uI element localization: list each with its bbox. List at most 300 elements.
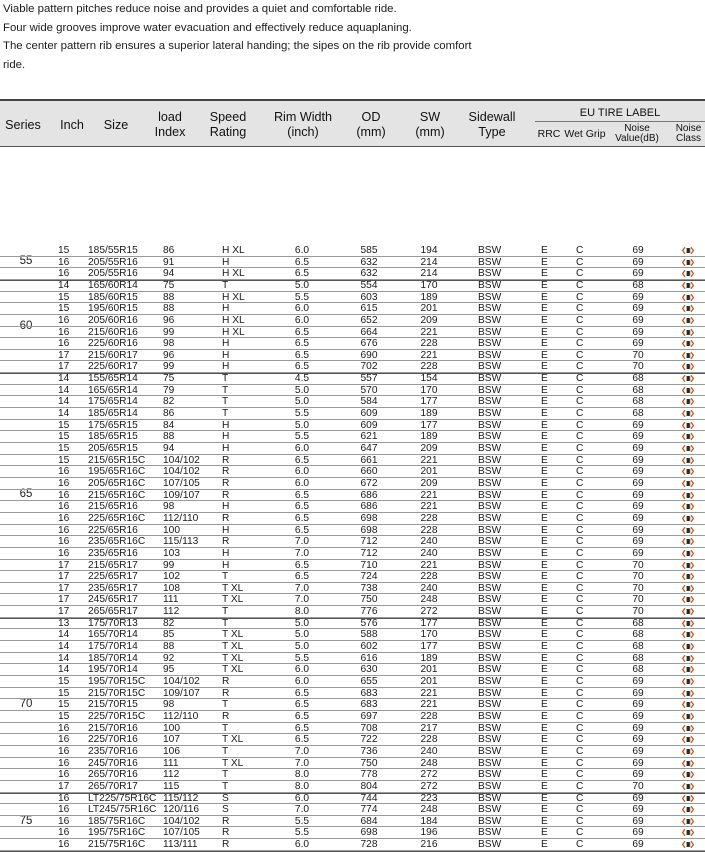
series-group — [0, 245, 705, 281]
od-cell: 778 — [360, 769, 378, 781]
inch-cell: 14 — [58, 664, 70, 676]
noise-class-icon — [681, 630, 695, 639]
speed-rating-cell: T — [222, 699, 229, 711]
rrc-cell: E — [541, 501, 548, 513]
speed-rating-cell: H — [222, 349, 230, 361]
rrc-cell: E — [541, 699, 548, 711]
load-index-cell: 75 — [163, 279, 175, 291]
od-cell: 621 — [360, 431, 378, 443]
noise-value-cell: 70 — [632, 559, 644, 571]
od-cell: 570 — [360, 384, 378, 396]
table-row — [0, 606, 705, 618]
speed-rating-cell: R — [222, 687, 230, 699]
inch-cell: 15 — [58, 676, 70, 688]
load-index-cell: 94 — [163, 443, 175, 455]
noise-value-cell: 69 — [632, 268, 644, 280]
rim-width-cell: 6.5 — [294, 687, 310, 699]
inch-cell: 15 — [58, 431, 70, 443]
sw-cell: 221 — [420, 349, 438, 361]
sw-cell: 228 — [420, 512, 438, 524]
table-row — [0, 734, 705, 746]
inch-cell: 14 — [58, 629, 70, 641]
wet-grip-cell: C — [576, 745, 584, 757]
inch-cell: 16 — [58, 524, 70, 536]
sidewall-cell: BSW — [478, 373, 502, 385]
noise-class-icon — [681, 293, 695, 302]
inch-cell: 15 — [58, 419, 70, 431]
sidewall-cell: BSW — [478, 769, 502, 781]
sidewall-cell: BSW — [478, 804, 502, 816]
sw-cell: 184 — [420, 815, 438, 827]
speed-rating-cell: R — [222, 454, 230, 466]
rim-width-cell: 6.5 — [294, 559, 310, 571]
wet-grip-cell: C — [576, 676, 584, 688]
rim-width-cell: 7.0 — [294, 547, 310, 559]
od-cell: 698 — [360, 827, 378, 839]
header-sw: SW (mm) — [415, 110, 445, 139]
noise-value-cell: 69 — [632, 454, 644, 466]
series-cell: 75 — [19, 814, 33, 827]
load-index-cell: 92 — [163, 652, 175, 664]
inch-cell: 15 — [58, 303, 70, 315]
sidewall-cell: BSW — [478, 617, 502, 629]
inch-cell: 17 — [58, 559, 70, 571]
table-row — [0, 699, 705, 711]
sw-cell: 209 — [420, 477, 438, 489]
speed-rating-cell: H XL — [222, 314, 245, 326]
sidewall-cell: BSW — [478, 839, 502, 851]
od-cell: 632 — [360, 268, 378, 280]
rim-width-cell: 5.5 — [294, 652, 310, 664]
rrc-cell: E — [541, 815, 548, 827]
header-series: Series — [5, 118, 41, 132]
speed-rating-cell: H XL — [222, 326, 245, 338]
noise-class-icon — [681, 328, 695, 337]
sidewall-cell: BSW — [478, 361, 502, 373]
noise-value-cell: 69 — [632, 419, 644, 431]
noise-class-icon — [681, 817, 695, 826]
noise-class-icon — [681, 561, 695, 570]
series-cell: 60 — [19, 319, 33, 332]
speed-rating-cell: H — [222, 361, 230, 373]
size-cell: 235/65R17 — [88, 582, 138, 594]
table-row — [0, 536, 705, 548]
rrc-cell: E — [541, 687, 548, 699]
speed-rating-cell: S — [222, 804, 229, 816]
load-index-cell: 98 — [163, 501, 175, 513]
table-row — [0, 280, 705, 292]
od-cell: 702 — [360, 361, 378, 373]
size-cell: 165/70R14 — [88, 629, 138, 641]
table-row — [0, 408, 705, 420]
wet-grip-cell: C — [576, 303, 584, 315]
noise-value-cell: 69 — [632, 326, 644, 338]
size-cell: 185/75R16C — [88, 815, 146, 827]
size-cell: 175/70R14 — [88, 641, 138, 653]
load-index-cell: 94 — [163, 268, 175, 280]
sw-cell: 216 — [420, 839, 438, 851]
table-row — [0, 827, 705, 839]
inch-cell: 16 — [58, 734, 70, 746]
rim-width-cell: 7.0 — [294, 804, 310, 816]
size-cell: 225/65R17 — [88, 571, 138, 583]
sidewall-cell: BSW — [478, 489, 502, 501]
wet-grip-cell: C — [576, 326, 584, 338]
sw-cell: 201 — [420, 676, 438, 688]
speed-rating-cell: H — [222, 443, 230, 455]
wet-grip-cell: C — [576, 361, 584, 373]
table-row — [0, 455, 705, 467]
od-cell: 588 — [360, 629, 378, 641]
size-cell: 195/70R14 — [88, 664, 138, 676]
inch-cell: 14 — [58, 408, 70, 420]
rrc-cell: E — [541, 431, 548, 443]
wet-grip-cell: C — [576, 396, 584, 408]
header-od: OD (mm) — [356, 110, 386, 139]
table-row — [0, 268, 705, 280]
noise-class-icon — [681, 794, 695, 803]
size-cell: 265/65R17 — [88, 606, 138, 618]
size-cell: 225/70R15C — [88, 710, 146, 722]
sw-cell: 272 — [420, 606, 438, 618]
wet-grip-cell: C — [576, 408, 584, 420]
size-cell: 185/55R15 — [88, 245, 138, 256]
rim-width-cell: 6.5 — [294, 699, 310, 711]
sidewall-cell: BSW — [478, 408, 502, 420]
header-inch: Inch — [60, 118, 84, 132]
inch-cell: 16 — [58, 466, 70, 478]
rrc-cell: E — [541, 477, 548, 489]
wet-grip-cell: C — [576, 256, 584, 268]
sw-cell: 209 — [420, 443, 438, 455]
sidewall-cell: BSW — [478, 547, 502, 559]
load-index-cell: 111 — [163, 594, 179, 606]
table-row — [0, 571, 705, 583]
size-cell: 195/70R15C — [88, 676, 146, 688]
rrc-cell: E — [541, 489, 548, 501]
rrc-cell: E — [541, 582, 548, 594]
table-row — [0, 676, 705, 688]
header-speed: Speed Rating — [209, 110, 247, 139]
wet-grip-cell: C — [576, 314, 584, 326]
speed-rating-cell: T — [222, 396, 229, 408]
noise-class-icon — [681, 258, 695, 267]
noise-class-icon — [681, 491, 695, 500]
wet-grip-cell: C — [576, 443, 584, 455]
size-cell: 215/70R16 — [88, 722, 138, 734]
rim-width-cell: 6.0 — [294, 792, 310, 804]
speed-rating-cell: R — [222, 815, 230, 827]
load-index-cell: 75 — [163, 373, 175, 385]
load-index-cell: 85 — [163, 629, 175, 641]
noise-value-cell: 69 — [632, 466, 644, 478]
rrc-cell: E — [541, 536, 548, 548]
noise-value-cell: 69 — [632, 431, 644, 443]
wet-grip-cell: C — [576, 582, 584, 594]
table-row — [0, 688, 705, 700]
rim-width-cell: 6.5 — [294, 349, 310, 361]
rim-width-cell: 8.0 — [294, 606, 310, 618]
sidewall-cell: BSW — [478, 710, 502, 722]
speed-rating-cell: H — [222, 338, 230, 350]
rim-width-cell: 6.5 — [294, 338, 310, 350]
rim-width-cell: 6.0 — [294, 477, 310, 489]
inch-cell: 14 — [58, 652, 70, 664]
sidewall-cell: BSW — [478, 722, 502, 734]
inch-cell: 16 — [58, 489, 70, 501]
speed-rating-cell: T XL — [222, 641, 244, 653]
sidewall-cell: BSW — [478, 245, 502, 256]
table-row — [0, 793, 705, 805]
rrc-cell: E — [541, 338, 548, 350]
sidewall-cell: BSW — [478, 571, 502, 583]
rrc-cell: E — [541, 349, 548, 361]
table-row — [0, 350, 705, 362]
speed-rating-cell: T XL — [222, 582, 244, 594]
table-row — [0, 420, 705, 432]
sw-cell: 228 — [420, 524, 438, 536]
rim-width-cell: 6.0 — [294, 676, 310, 688]
size-cell: 215/70R15C — [88, 687, 146, 699]
noise-value-cell: 69 — [632, 722, 644, 734]
table-row — [0, 257, 705, 269]
wet-grip-cell: C — [576, 373, 584, 385]
sw-cell: 177 — [420, 396, 438, 408]
size-cell: 225/65R16 — [88, 524, 138, 536]
rrc-cell: E — [541, 279, 548, 291]
rim-width-cell: 6.0 — [294, 314, 310, 326]
noise-class-icon — [681, 642, 695, 651]
rrc-cell: E — [541, 268, 548, 280]
table-row — [0, 781, 705, 793]
size-cell: 195/75R16C — [88, 827, 146, 839]
sw-cell: 228 — [420, 338, 438, 350]
noise-class-icon — [681, 584, 695, 593]
noise-class-icon — [681, 316, 695, 325]
table-row — [0, 769, 705, 781]
rrc-cell: E — [541, 804, 548, 816]
speed-rating-cell: T — [222, 408, 229, 420]
od-cell: 683 — [360, 699, 378, 711]
inch-cell: 15 — [58, 443, 70, 455]
wet-grip-cell: C — [576, 629, 584, 641]
sidewall-cell: BSW — [478, 606, 502, 618]
sw-cell: 177 — [420, 617, 438, 629]
table-row — [0, 373, 705, 385]
series-group — [0, 280, 705, 374]
load-index-cell: 95 — [163, 664, 175, 676]
inch-cell: 14 — [58, 279, 70, 291]
intro-text — [3, 0, 703, 74]
load-index-cell: 82 — [163, 396, 175, 408]
header-wet-grip: Wet Grip — [564, 128, 606, 140]
speed-rating-cell: H — [222, 547, 230, 559]
wet-grip-cell: C — [576, 827, 584, 839]
sw-cell: 189 — [420, 431, 438, 443]
noise-value-cell: 69 — [632, 815, 644, 827]
noise-class-icon — [681, 269, 695, 278]
od-cell: 630 — [360, 664, 378, 676]
table-row — [0, 641, 705, 653]
speed-rating-cell: T — [222, 780, 229, 792]
header-load: load Index — [154, 110, 186, 139]
sw-cell: 228 — [420, 734, 438, 746]
rim-width-cell: 5.0 — [294, 629, 310, 641]
od-cell: 750 — [360, 757, 378, 769]
wet-grip-cell: C — [576, 571, 584, 583]
noise-value-cell: 69 — [632, 303, 644, 315]
rim-width-cell: 7.0 — [294, 757, 310, 769]
rrc-cell: E — [541, 314, 548, 326]
od-cell: 655 — [360, 676, 378, 688]
od-cell: 652 — [360, 314, 378, 326]
rrc-cell: E — [541, 606, 548, 618]
series-group — [0, 793, 705, 852]
rrc-cell: E — [541, 466, 548, 478]
wet-grip-cell: C — [576, 501, 584, 513]
sidewall-cell: BSW — [478, 512, 502, 524]
speed-rating-cell: H — [222, 524, 230, 536]
rim-width-cell: 6.0 — [294, 664, 310, 676]
noise-value-cell: 69 — [632, 745, 644, 757]
load-index-cell: 98 — [163, 699, 175, 711]
rrc-cell: E — [541, 652, 548, 664]
od-cell: 647 — [360, 443, 378, 455]
speed-rating-cell: H — [222, 256, 230, 268]
rrc-cell: E — [541, 571, 548, 583]
wet-grip-cell: C — [576, 769, 584, 781]
wet-grip-cell: C — [576, 431, 584, 443]
rim-width-cell: 7.0 — [294, 745, 310, 757]
sidewall-cell: BSW — [478, 745, 502, 757]
size-cell: 245/70R16 — [88, 757, 138, 769]
load-index-cell: 112 — [163, 606, 180, 618]
size-cell: 205/55R16 — [88, 256, 138, 268]
table-row — [0, 618, 705, 630]
size-cell: 175/65R14 — [88, 396, 138, 408]
speed-rating-cell: T — [222, 279, 229, 291]
rim-width-cell: 7.0 — [294, 594, 310, 606]
od-cell: 672 — [360, 477, 378, 489]
od-cell: 698 — [360, 524, 378, 536]
table-row — [0, 443, 705, 455]
rim-width-cell: 6.5 — [294, 512, 310, 524]
header-noise-class: Noise Class — [675, 123, 702, 144]
noise-class-icon — [681, 572, 695, 581]
noise-value-cell: 69 — [632, 827, 644, 839]
od-cell: 712 — [360, 536, 378, 548]
rim-width-cell: 6.5 — [294, 326, 310, 338]
od-cell: 576 — [360, 617, 378, 629]
rim-width-cell: 6.0 — [294, 303, 310, 315]
wet-grip-cell: C — [576, 279, 584, 291]
load-index-cell: 100 — [163, 524, 180, 536]
od-cell: 683 — [360, 687, 378, 699]
table-row — [0, 560, 705, 572]
load-index-cell: 112/110 — [163, 512, 199, 524]
speed-rating-cell: T XL — [222, 629, 244, 641]
noise-class-icon — [681, 607, 695, 616]
load-index-cell: 98 — [163, 338, 175, 350]
rrc-cell: E — [541, 792, 548, 804]
rim-width-cell: 8.0 — [294, 780, 310, 792]
noise-class-icon — [681, 735, 695, 744]
od-cell: 585 — [360, 245, 378, 256]
wet-grip-cell: C — [576, 804, 584, 816]
sidewall-cell: BSW — [478, 268, 502, 280]
wet-grip-cell: C — [576, 687, 584, 699]
sw-cell: 223 — [420, 792, 438, 804]
speed-rating-cell: T — [222, 745, 229, 757]
noise-value-cell: 68 — [632, 384, 644, 396]
rim-width-cell: 7.0 — [294, 582, 310, 594]
noise-value-cell: 68 — [632, 373, 644, 385]
rrc-cell: E — [541, 454, 548, 466]
sidewall-cell: BSW — [478, 396, 502, 408]
sw-cell: 221 — [420, 699, 438, 711]
od-cell: 603 — [360, 291, 378, 303]
size-cell: 235/65R16C — [88, 536, 146, 548]
size-cell: 235/70R16 — [88, 745, 138, 757]
inch-cell: 16 — [58, 268, 70, 280]
speed-rating-cell: T XL — [222, 652, 244, 664]
size-cell: 195/60R15 — [88, 303, 138, 315]
table-row — [0, 804, 705, 816]
od-cell: 710 — [360, 559, 378, 571]
size-cell: 215/60R16 — [88, 326, 138, 338]
noise-value-cell: 69 — [632, 291, 644, 303]
noise-class-icon — [681, 689, 695, 698]
noise-value-cell: 69 — [632, 338, 644, 350]
noise-value-cell: 70 — [632, 361, 644, 373]
rrc-cell: E — [541, 303, 548, 315]
load-index-cell: 111 — [163, 757, 179, 769]
od-cell: 664 — [360, 326, 378, 338]
inch-cell: 17 — [58, 571, 70, 583]
table-row — [0, 758, 705, 770]
rrc-cell: E — [541, 384, 548, 396]
load-index-cell: 108 — [163, 582, 180, 594]
rrc-cell: E — [541, 256, 548, 268]
sw-cell: 194 — [420, 245, 438, 256]
od-cell: 690 — [360, 349, 378, 361]
od-cell: 676 — [360, 338, 378, 350]
size-cell: 215/70R15 — [88, 699, 138, 711]
size-cell: 195/65R16C — [88, 466, 146, 478]
sw-cell: 189 — [420, 652, 438, 664]
sw-cell: 248 — [420, 757, 438, 769]
sw-cell: 221 — [420, 454, 438, 466]
speed-rating-cell: H XL — [222, 291, 245, 303]
speed-rating-cell: R — [222, 536, 230, 548]
sidewall-cell: BSW — [478, 652, 502, 664]
rim-width-cell: 6.5 — [294, 361, 310, 373]
rim-width-cell: 5.5 — [294, 408, 310, 420]
speed-rating-cell: T XL — [222, 664, 244, 676]
wet-grip-cell: C — [576, 815, 584, 827]
od-cell: 602 — [360, 641, 378, 653]
speed-rating-cell: T — [222, 617, 229, 629]
noise-class-icon — [681, 362, 695, 371]
load-index-cell: 84 — [163, 419, 175, 431]
size-cell: 215/65R17 — [88, 559, 138, 571]
speed-rating-cell: R — [222, 466, 230, 478]
noise-value-cell: 69 — [632, 314, 644, 326]
inch-cell: 15 — [58, 687, 70, 699]
load-index-cell: 109/107 — [163, 489, 200, 501]
rim-width-cell: 6.5 — [294, 722, 310, 734]
inch-cell: 15 — [58, 699, 70, 711]
